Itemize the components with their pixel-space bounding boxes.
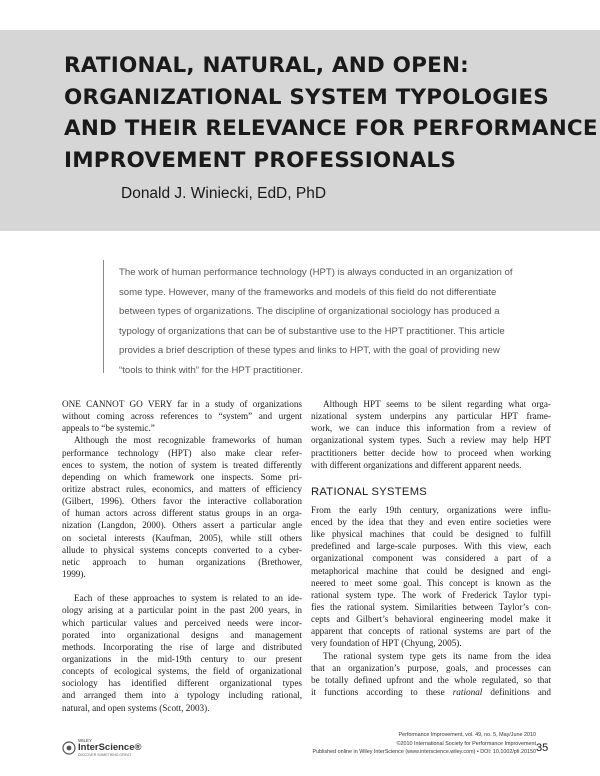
abstract-line: typology of organizations that can be of substantive use to the HPT practitioner. This article [119,325,505,337]
body-line: oritize abstract rules, economics, and matters of efficiency [62,483,302,494]
body-line: 1999). [62,568,86,579]
body-line: of human actors across different status groups in an orga- [62,508,302,519]
right-column [311,398,551,698]
logo-tagline: DISCOVER SOMETHING GREAT [78,753,132,757]
body-line: nizational system underpins any particular HPT frame- [311,411,551,422]
body-line: predefined and large-scale purposes. With this view, each [311,541,551,552]
title-line: IMPROVEMENT PROFESSIONALS [64,147,457,173]
paragraph [311,504,551,650]
interscience-logo-icon [62,741,76,755]
emphasis-text: rational [452,686,483,697]
article-title [64,50,598,176]
body-line [311,686,551,698]
paragraph [62,398,302,434]
body-line: natural, and open systems (Scott, 2003). [62,702,210,713]
body-line: like physical machines that could be designed to fulfill [311,529,551,540]
logo-name: InterScience® [78,742,142,753]
paragraph-gap [62,580,302,592]
body-text: it functions according to these [311,686,453,697]
body-text: definitions and [482,686,551,697]
abstract-line: The work of human performance technology (HPT) is always conducted in an organization of [119,267,513,278]
body-line: ONE CANNOT GO VERY far in a study of organizations [62,399,302,409]
paragraph [62,434,302,580]
body-line: organizational system types. Such a review may help HPT [311,435,551,446]
body-line: Although the most recognizable frameworks of human [74,435,302,446]
body-line: be totally defined upfront and the whole regulated, so that [311,674,551,685]
body-line: apparent that concepts of rational systems are part of the [311,626,551,637]
title-line: ORGANIZATIONAL SYSTEM TYPOLOGIES [64,84,549,110]
abstract-line: between types of organizations. The discipline of organizational sociology has produced a [119,306,500,317]
page-footer [286,731,536,757]
body-line: ences to system, the notion of system is treated differently [62,459,302,470]
body-line: on societal interests (Kaufman, 2005), while still others [62,532,302,543]
body-line: cepts and Gilbert’s behavioral engineering model make it [311,614,551,625]
page-number: 35 [536,742,549,754]
body-line: depending on which framework one inspects. Some pri- [62,471,302,482]
body-line: organizational component was considered a part of a [311,553,551,564]
abstract [119,263,549,380]
body-line: Each of these approaches to system is related to an ide- [74,593,302,604]
body-line: neered to meet some goal. This concept is known as the [311,577,551,588]
body-line: (Gilbert, 1996). Others favor the interactive collaboration [62,496,302,507]
body-line: ology arising at a particular point in the past 200 years, in [62,605,302,616]
body-line: with different organizations and different apparent needs. [311,459,522,470]
body-line: and arranged them into a typology including rational, [62,690,302,701]
body-line: organizations in the mid-19th century to our present [62,653,302,664]
body-line: methods. Incorporating the rise of large and distributed [62,641,302,652]
body-line: Although HPT seems to be silent regarding what orga- [323,399,551,409]
footer-published: Published online in Wiley InterScience (www.interscience.wiley.com) • DOI: 10.1002/pfi.20150 [312,749,536,756]
footer-copyright: ©2010 International Society for Performance Improvement [396,740,536,747]
abstract-line: provides a brief description of these types and links to HPT, with the goal of providing new [119,345,500,356]
title-line: AND THEIR RELEVANCE FOR PERFORMANCE [64,116,598,141]
section-heading: RATIONAL SYSTEMS [311,485,428,498]
abstract-line: some type. However, many of the frameworks and models of this field do not differentiate [119,286,497,298]
body-line: work, we can induce this information from a review of [311,423,551,434]
body-line: From the early 19th century, organizations were influ- [311,504,551,515]
left-column [62,398,302,714]
body-line: sociology has identified different organizational types [62,678,302,689]
body-line: practitioners better decide how to proceed when working [311,447,551,458]
body-line: metaphorical machine that could be designed and engi- [311,565,551,576]
body-line: concepts of ecological systems, the field of organizational [62,666,302,677]
body-line: enced by the idea that they and even entire societies were [311,516,551,527]
body-line: nization (Langdon, 2000). Others assert a particular angle [62,520,302,531]
body-line: which particular values and perceived needs were incor- [62,617,302,628]
body-line: performance technology (HPT) also make clear refer- [62,447,302,458]
publisher-logo [62,737,152,759]
body-line: without coming across references to “system” and urgent [62,411,302,422]
body-line: netic approach to human organizations (Brethower, [62,556,302,567]
title-line: RATIONAL, NATURAL, AND OPEN: [64,53,469,78]
body-line: porated into organizational designs and management [62,629,302,640]
paragraph [311,650,551,699]
body-line: that an organization’s purpose, goals, and processes can [311,662,551,673]
footer-journal: Performance Improvement, vol. 49, no. 5, May/June 2010 [398,732,536,738]
paragraph [311,398,551,471]
body-line: allude to physical systems concepts converted to a cyber- [62,544,302,555]
abstract-rule [103,260,104,373]
logo-publisher: WILEY [78,738,93,743]
body-line: appeals to “be systemic.” [62,423,155,434]
paragraph [62,592,302,713]
body-line: The rational system type gets its name from the idea [323,650,551,661]
body-line: rational system type. The work of Frederick Taylor typi- [311,589,551,600]
abstract-line: “tools to think with” for the HPT practitioner. [119,364,303,376]
body-line: very foundation of HPT (Chyung, 2005). [311,638,462,649]
author-byline: Donald J. Winiecki, EdD, PhD [121,185,327,202]
body-line: fies the rational system. Similarities between Taylor’s con- [311,601,551,612]
